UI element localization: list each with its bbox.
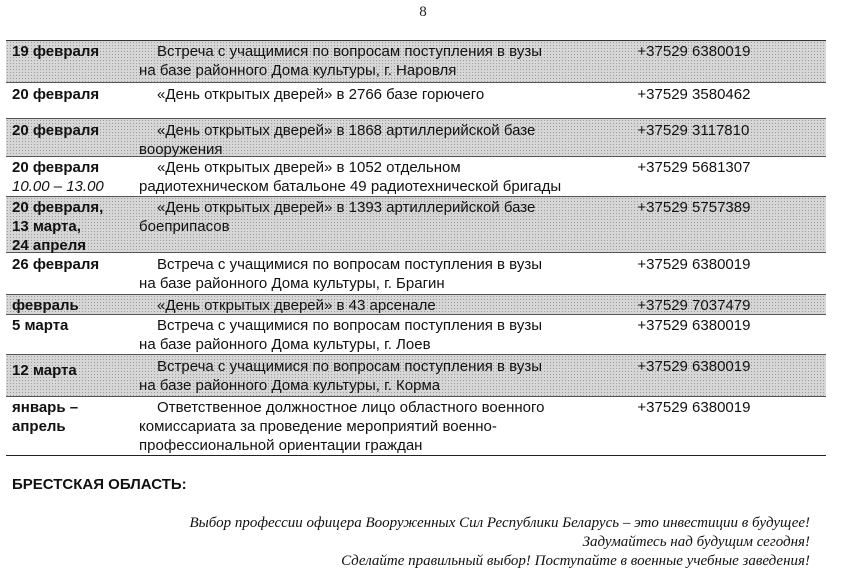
event-date: 5 марта [12, 317, 69, 334]
event-line: боеприпасов [139, 218, 230, 235]
event-line: на базе районного Дома культуры, г. Лоев [139, 336, 431, 353]
table-row [6, 253, 826, 295]
event-date: 20 февраля [12, 159, 100, 176]
table-row [6, 197, 826, 253]
event-description [139, 121, 625, 156]
slogan-line: Сделайте правильный выбор! Поступайте в военные учебные заведения! [341, 553, 810, 569]
event-date: 19 февраля [12, 43, 100, 60]
table-row [6, 83, 826, 119]
event-date-cell [6, 198, 139, 252]
event-date: 26 февраля [12, 256, 100, 273]
table-row [6, 119, 826, 157]
event-description [139, 158, 625, 196]
event-phone: +37529 6380019 [637, 358, 751, 375]
table-row [6, 295, 826, 315]
event-phone: +37529 6380019 [637, 43, 751, 60]
event-line: на базе районного Дома культуры, г. Корма [139, 377, 441, 394]
slogan-line: Выбор профессии офицера Вооруженных Сил Республики Беларусь – это инвестиции в будущее! [189, 515, 810, 531]
event-line: вооружения [139, 141, 223, 158]
event-phone: +37529 5681307 [637, 159, 751, 176]
slogan-line: Задумайтесь над будущим сегодня! [582, 534, 810, 550]
event-description [139, 42, 625, 82]
table-row [6, 355, 826, 397]
event-line: Встреча с учащимися по вопросам поступления в вузы [157, 358, 542, 375]
event-description [139, 398, 625, 455]
event-line: на базе районного Дома культуры, г. Брагин [139, 275, 445, 292]
table-row [6, 397, 826, 455]
event-line: «День открытых дверей» в 2766 базе горючего [157, 86, 485, 103]
event-phone: +37529 3117810 [637, 122, 750, 139]
table-row [6, 157, 826, 197]
event-date: апрель [12, 418, 66, 435]
event-date: январь – [12, 399, 79, 416]
page-number: 8 [419, 4, 427, 20]
event-description [139, 198, 625, 252]
events-table [6, 40, 826, 456]
event-line: Встреча с учащимися по вопросам поступления в вузы [157, 43, 542, 60]
table-row [6, 41, 826, 83]
event-line: радиотехническом батальоне 49 радиотехнической бригады [139, 178, 562, 195]
region-heading: БРЕСТСКАЯ ОБЛАСТЬ: [12, 476, 187, 493]
event-date: февраль [12, 297, 79, 314]
event-phone: +37529 6380019 [637, 256, 751, 273]
event-date: 20 февраля [12, 86, 100, 103]
event-phone: +37529 6380019 [637, 317, 751, 334]
table-row [6, 315, 826, 355]
event-date: 13 марта, [12, 218, 81, 235]
event-line: Встреча с учащимися по вопросам поступления в вузы [157, 317, 542, 334]
event-date: 24 апреля [12, 237, 87, 254]
event-line: Ответственное должностное лицо областного военного [157, 399, 545, 416]
event-description [139, 357, 625, 396]
event-line: на базе районного Дома культуры, г. Наровля [139, 62, 457, 79]
event-phone: +37529 7037479 [637, 297, 751, 314]
event-line: «День открытых дверей» в 1052 отдельном [157, 159, 461, 176]
event-phone: +37529 3580462 [637, 86, 751, 103]
event-date-cell [6, 398, 139, 455]
event-time: 10.00 – 13.00 [12, 178, 104, 195]
event-line: «День открытых дверей» в 43 арсенале [157, 297, 436, 314]
event-line: Встреча с учащимися по вопросам поступления в вузы [157, 256, 542, 273]
event-description [139, 296, 625, 314]
event-date-cell [6, 158, 139, 196]
event-date: 12 марта [12, 362, 77, 379]
event-date: 20 февраля, [12, 199, 104, 216]
event-description [139, 316, 625, 354]
event-line: профессиональной ориентации граждан [139, 437, 423, 454]
event-description [139, 85, 625, 118]
event-phone: +37529 5757389 [637, 199, 751, 216]
event-date: 20 февраля [12, 122, 100, 139]
event-line: «День открытых дверей» в 1393 артиллерийской базе [157, 199, 536, 216]
event-description [139, 255, 625, 294]
event-line: комиссариата за проведение мероприятий военно- [139, 418, 497, 435]
event-phone: +37529 6380019 [637, 399, 751, 416]
event-line: «День открытых дверей» в 1868 артиллерийской базе [157, 122, 536, 139]
